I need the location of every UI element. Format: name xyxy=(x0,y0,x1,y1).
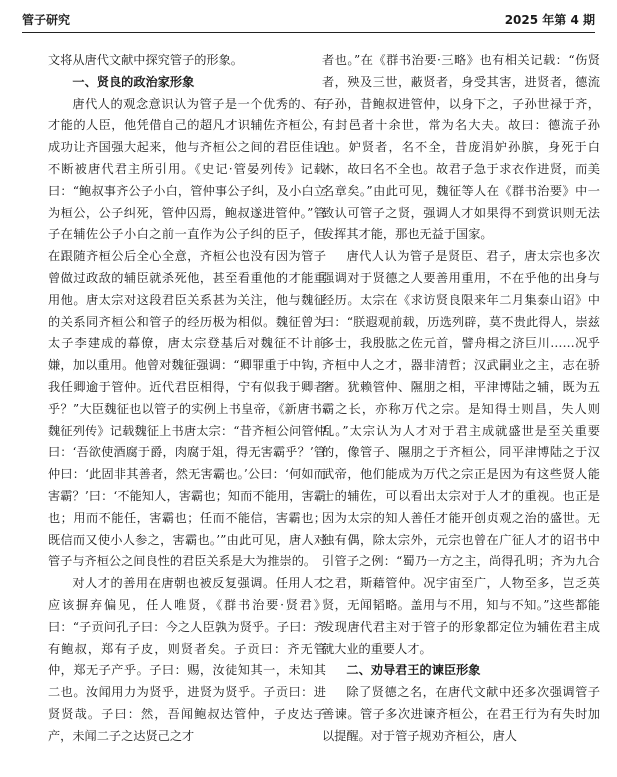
paragraph: 对人才的善用在唐朝也被反复强调。任用人才应该摒弃偏见，任人唯贤，《群书治要·贤君》曰：“子贡问孔子曰：今之人臣孰为贤乎。子曰：齐有鲍叔，郑有子皮，则贤者矣。子贡曰：齐无管仲，郑无子产乎。子曰：赐，汝徒知其一，未知其二也。汝闻用力为贤乎，进贤为贤乎。子贡曰：进贤贤哉。子曰：然，吾闻鲍叔达管仲，子皮达子产，未闻二子之达贤己之才 xyxy=(48,576,326,743)
intro-line: 文将从唐代文献中探究管子的形象。 xyxy=(48,53,243,67)
left-column xyxy=(48,50,326,748)
paragraph: 除了贤德之名，在唐代文献中还多次强调管子善谏。管子多次进谏齐桓公，在君王行为有失时加以提醒。对于管子规劝齐桓公，唐人 xyxy=(322,685,600,743)
paragraph: 者也。”在《群书治要·三略》也有相关记载：“伤贤者，殃及三世，蔽贤者，身受其害，进贤者，德流子孙，昔鲍叔进管仲，以身下之，子孙世禄于齐，有封邑者十余世，常为名大夫。故曰：德流子孙也。妒贤者，名不全，昔庞涓妒孙膑，身死于白木，故曰名不全也。故君子急于求衣作进贤，而美名章矣。”由此可见，魏征等人在《群书治要》中一致认可管子之贤，强调人才如果得不到赏识则无法发挥其才能，那也无益于国家。 xyxy=(322,53,600,242)
paragraph: 唐代人的观念意识认为管子是一个优秀的、有才能的人臣，他凭借自己的超凡才识辅佐齐桓公，成功让齐国强大起来，他与齐桓公之间的君臣佳话不断被唐代君主所引用。《史记·管晏列传》记载曰：“鲍叔事齐公子小白，管仲事公子纠，及小白立为桓公，公子纠死，管仲囚焉，鲍叔遂进管仲。”管子在辅佐公子小白之前一直作为公子纠的臣子，但在跟随齐桓公后全心全意，齐桓公也没有因为管子曾做过政敌的辅臣就杀死他，甚至看重他的才能重用他。唐太宗对这段君臣关系甚为关注，他与魏征的关系同齐桓公和管子的经历极为相似。魏征曾为太子李建成的幕僚，唐太宗登基后对魏征不计前嫌，加以重用。他曾对魏征强调：“卿罪重于中钩，我任卿逾于管仲。近代君臣相得，宁有似我于卿者乎？”大臣魏征也以管子的实例上书皇帝，《新唐书·魏征列传》记载魏征上书唐太宗：“昔齐桓公问管仲曰：‘吾欲使酒腐于爵，肉腐于俎，得无害霸乎？’管仲曰：‘此固非其善者，然无害霸也。’公曰：‘何如而害霸？’曰：‘不能知人，害霸也；知而不能用，害霸也；用而不能任，害霸也；任而不能信，害霸也；既信而又使小人参之，害霸也。’”由此可见，唐人对管子与齐桓公之间良性的君臣关系是大为推崇的。 xyxy=(48,96,326,569)
journal-name: 管子研究 xyxy=(22,12,71,27)
running-header xyxy=(22,6,595,33)
paragraph: 唐代人认为管子是贤臣、君子，唐太宗也多次强调对于贤德之人要善用重用，不在乎他的出身与经历。太宗在《求访贤良限来年二月集泰山诏》中曰：“朕遐观前载，历选列辟，莫不贵此得人，崇兹多士，我殷肱之佐元首，譬舟楫之济巨川……况乎齐桓中人之才，器非清哲；汉武嗣业之主，志在骄奢。犹赖管仲、隰朋之相，平津博陆之辅，既为五霸之长，亦称万代之宗。是知得士则昌，失人则乱。”太宗认为人才对于君主成就盛世是至关重要的，像管子、隰朋之于齐桓公，同平津博陆之于汉武帝，他们能成为万代之宗正是因为有这些贤人能士的辅佐，可以看出太宗对于人才的重视。也正是因为太宗的知人善任才能开创贞观之治的盛世。无独有偶，除太宗外，元宗也曾在广征人才的诏书中引管子之例：“蜀乃一方之主，尚得孔明；齐为九合之君，斯藉管仲。况宇宙至广，人物至多，岂乏英贤，无闻韬略。盖用与不用，知与不知。”这些都能发现唐代君主对于管子的形象都定位为辅佐君主成就大业的重要人才。 xyxy=(322,249,600,656)
section-heading-1: 一、贤良的政治家形象 xyxy=(72,74,195,89)
section-heading-2: 二、劝导君王的谏臣形象 xyxy=(346,663,481,678)
issue-number: 2025 年第 4 期 xyxy=(504,12,595,27)
right-column xyxy=(322,50,600,748)
